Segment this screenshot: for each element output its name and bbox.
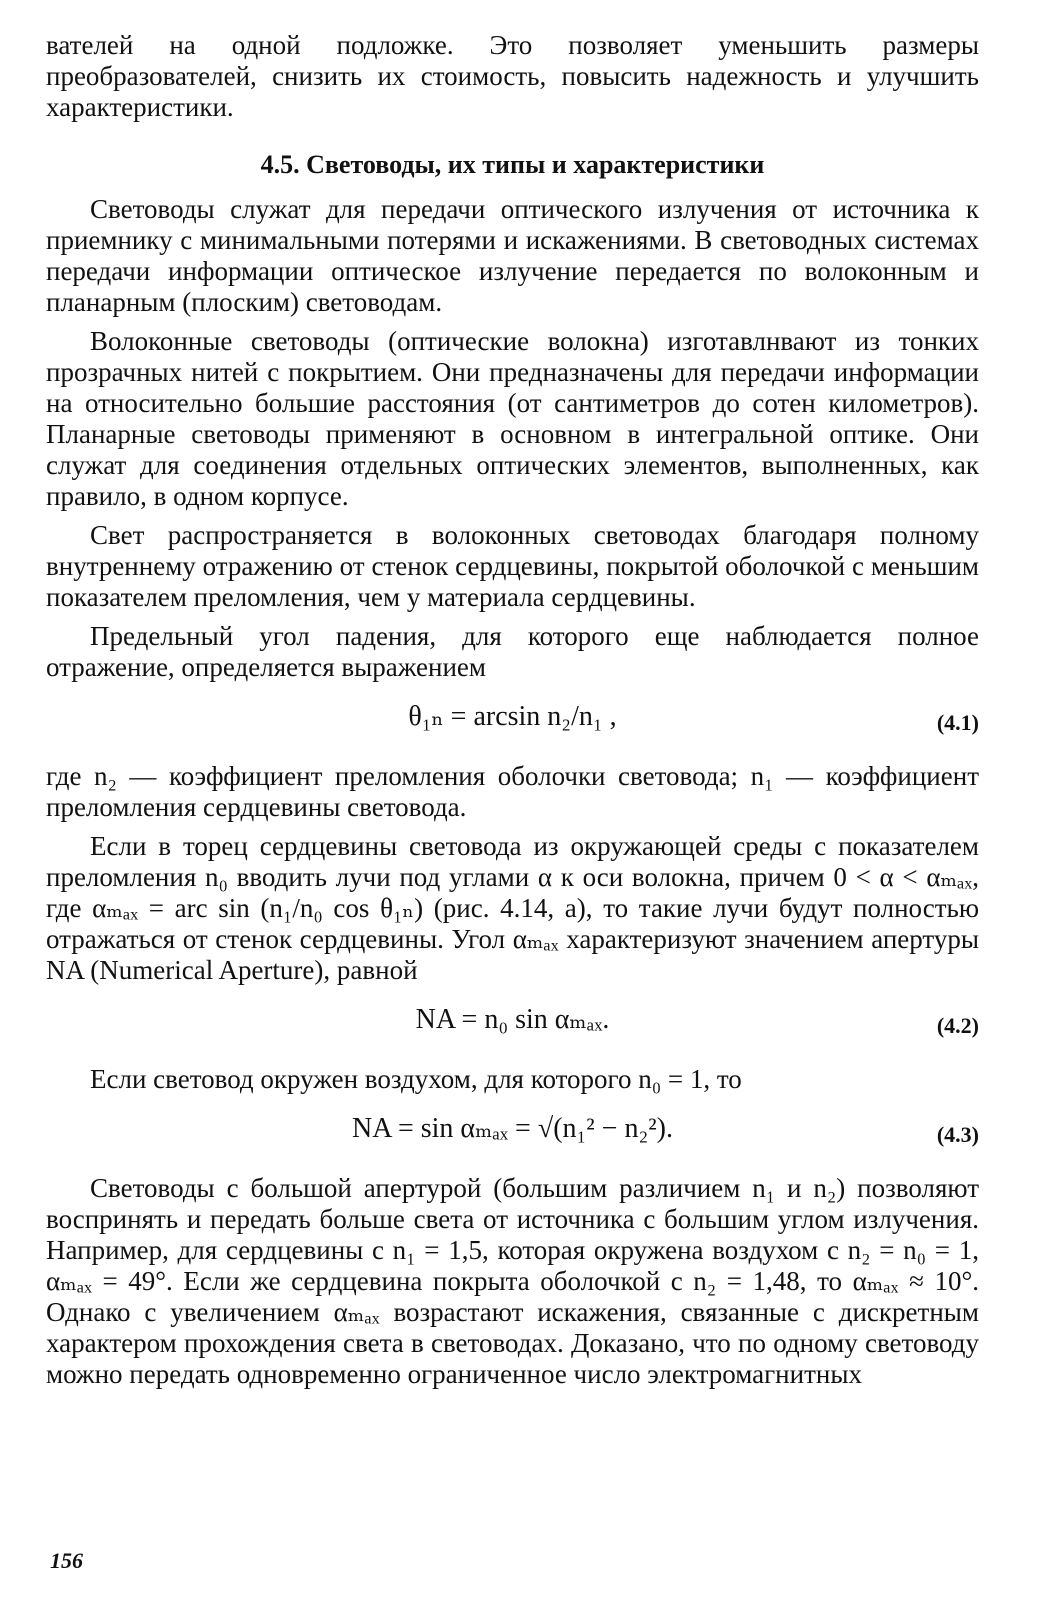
formula-4-2-expression: NA = n₀ sin αₘₐₓ. (415, 1004, 610, 1035)
paragraph-4: Предельный угол падения, для которого еще наблюдается полное отражение, определяется выражением (46, 621, 979, 682)
paragraph-3: Свет распространяется в волоконных световодах благодаря полному внутреннему отражению от стенок сердцевины, покрытой оболочкой с меньшим показателем преломления, чем у материала сердцевины. (46, 520, 979, 612)
formula-4-3-expression: NA = sin αₘₐₓ = √(n₁² − n₂²). (352, 1113, 673, 1144)
formula-4-3 (46, 1105, 979, 1163)
formula-4-2 (46, 996, 979, 1054)
paragraph-6: Если в торец сердцевины световода из окружающей среды с показателем преломления n₀ вводить лучи под углами α к оси волокна, причем 0 < α < αₘₐₓ, где αₘₐₓ = arc sin (n₁/n₀ cos θ₁ₙ) (рис. 4.14, а), то такие лучи будут полностью отражаться от стенок сердцевины. Угол αₘₐₓ характеризуют значением апертуры NA (Numerical Aperture), равной (46, 831, 979, 985)
page-number: 156 (50, 1548, 83, 1573)
paragraph-5: где n₂ — коэффициент преломления оболочки световода; n₁ — коэффициент преломления сердцевины световода. (46, 761, 979, 822)
paragraph-1: Световоды служат для передачи оптического излучения от источника к приемнику с минимальными потерями и искажениями. В световодных системах передачи информации оптическое излучение передается по волоконным и планарным (плоским) световодам. (46, 194, 979, 317)
formula-4-3-number: (4.3) (936, 1122, 979, 1147)
paragraph-continued: вателей на одной подложке. Это позволяет уменьшить размеры преобразователей, снизить их стоимость, повысить надежность и улучшить характеристики. (46, 30, 979, 122)
formula-4-1-expression: θ₁ₙ = arcsin n₂/n₁ , (408, 701, 617, 732)
paragraph-2: Волоконные световоды (оптические волокна) изготавлнвают из тонких прозрачных нитей с покрытием. Они предназначены для передачи информации на относительно большие расстояния (от сантиметров до сотен километров). Планарные световоды применяют в основном в интегральной оптике. Они служат для соединения отдельных оптических элементов, выполненных, как правило, в одном корпусе. (46, 326, 979, 511)
formula-4-1 (46, 693, 979, 751)
paragraph-7: Если световод окружен воздухом, для которого n₀ = 1, то (90, 1064, 742, 1094)
section-heading: 4.5. Световоды, их типы и характеристики (260, 150, 765, 179)
formula-4-2-number: (4.2) (936, 1013, 979, 1038)
paragraph-8: Световоды с большой апертурой (большим различием n₁ и n₂) позволяют воспринять и передать больше света от источника с большим углом излучения. Например, для сердцевины с n₁ = 1,5, которая окружена воздухом с n₂ = n₀ = 1, αₘₐₓ = 49°. Если же сердцевина покрыта оболочкой с n₂ = 1,48, то αₘₐₓ ≈ 10°. Однако с увеличением αₘₐₓ возрастают искажения, связанные с дискретным характером прохождения света в световодах. Доказано, что по одному световоду можно передать одновременно ограниченное число электромагнитных (46, 1173, 979, 1389)
formula-4-1-number: (4.1) (936, 710, 979, 735)
